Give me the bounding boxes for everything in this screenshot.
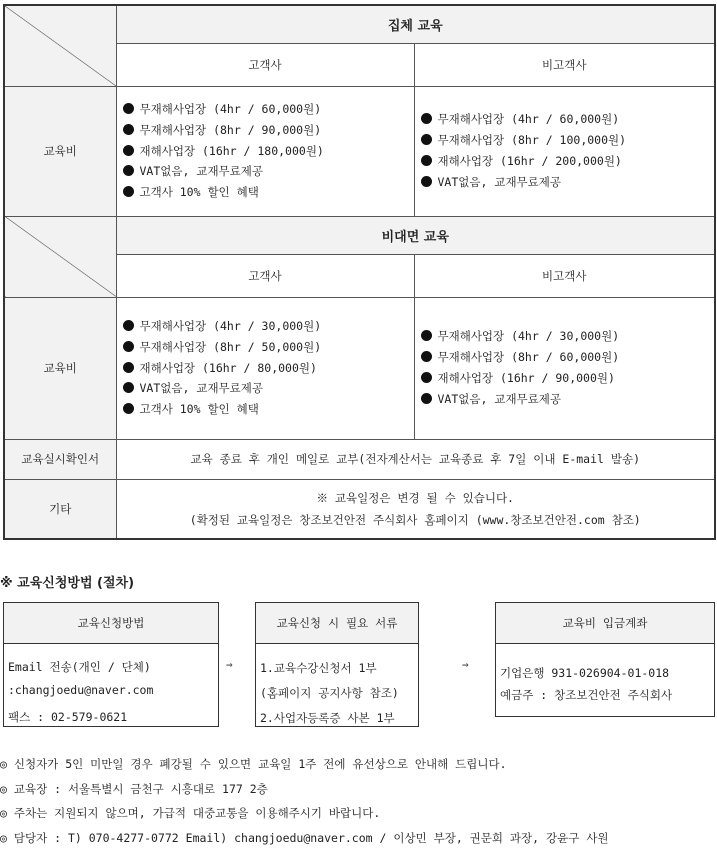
box-line: 예금주 : 창조보건안전 주식회사 bbox=[500, 688, 673, 702]
fee-item bbox=[123, 99, 414, 120]
fee-table bbox=[3, 4, 716, 540]
fee-item bbox=[421, 326, 715, 347]
bullet-icon bbox=[123, 186, 134, 197]
fee-item-text: 재해사업장 (16hr / 180,000원) bbox=[139, 143, 324, 158]
bullet-icon bbox=[421, 372, 432, 383]
bullet-icon bbox=[123, 382, 134, 393]
bullet-icon bbox=[123, 145, 134, 156]
arrow-icon: ⇒ bbox=[462, 658, 469, 671]
procedure-box-documents bbox=[255, 602, 419, 727]
bullet-icon bbox=[421, 176, 432, 187]
bullet-icon bbox=[421, 330, 432, 341]
etc-line-1: ※ 교육일정은 변경 될 수 있습니다. bbox=[316, 490, 514, 505]
group-title-online: 비대면 교육 bbox=[116, 216, 715, 254]
box-line: (홈페이지 공지사항 참조) bbox=[260, 686, 399, 700]
procedure-box-account bbox=[495, 602, 715, 717]
bullet-icon bbox=[123, 165, 134, 176]
noncustomer-fee-cell bbox=[414, 297, 715, 439]
box-header: 교육신청 시 필요 서류 bbox=[256, 603, 418, 644]
procedure-box-apply bbox=[3, 602, 219, 727]
fee-item-text: 무재해사업장 (8hr / 100,000원) bbox=[437, 133, 627, 148]
fee-item-text: VAT없음, 교재무료제공 bbox=[139, 164, 263, 179]
col-customer: 고객사 bbox=[116, 254, 414, 297]
fee-item bbox=[123, 141, 414, 162]
fee-item-text: 재해사업장 (16hr / 80,000원) bbox=[139, 360, 317, 375]
fee-item-text: VAT없음, 교재무료제공 bbox=[437, 391, 561, 406]
bullet-icon bbox=[421, 393, 432, 404]
fee-item bbox=[123, 358, 414, 379]
customer-fee-cell bbox=[116, 297, 414, 439]
etc-line-2: (확정된 교육일정은 창조보건안전 주식회사 홈페이지 (www.창조보건안전.com 참조) bbox=[189, 512, 641, 527]
col-noncustomer: 비고객사 bbox=[414, 254, 715, 297]
col-noncustomer: 비고객사 bbox=[414, 43, 715, 86]
fee-item bbox=[421, 130, 715, 151]
bullet-icon bbox=[123, 320, 134, 331]
fee-item bbox=[123, 378, 414, 399]
group-title-offline: 집체 교육 bbox=[116, 5, 715, 43]
procedure-title: ※ 교육신청방법 (절차) bbox=[0, 576, 135, 591]
bullet-icon bbox=[123, 362, 134, 373]
row-label-fee: 교육비 bbox=[4, 297, 116, 439]
fee-item-text: 무재해사업장 (8hr / 60,000원) bbox=[437, 350, 620, 365]
noncustomer-fee-list bbox=[415, 326, 715, 409]
fee-item bbox=[123, 399, 414, 420]
fee-item-text: VAT없음, 교재무료제공 bbox=[437, 174, 561, 189]
fee-item-text: 고객사 10% 할인 혜택 bbox=[139, 185, 259, 200]
fee-item-text: 재해사업장 (16hr / 90,000원) bbox=[437, 371, 615, 385]
etc-cell bbox=[116, 479, 715, 539]
noncustomer-fee-list bbox=[415, 109, 715, 192]
fee-item bbox=[421, 172, 715, 193]
customer-fee-list bbox=[117, 316, 414, 420]
box-line: 팩스 : 02-579-0621 bbox=[8, 710, 128, 724]
arrow-icon: ⇒ bbox=[226, 658, 233, 671]
box-line: 1.교육수강신청서 1부 bbox=[260, 661, 377, 675]
row-label-etc: 기타 bbox=[4, 479, 116, 539]
fee-item-text: 무재해사업장 (4hr / 30,000원) bbox=[139, 319, 322, 333]
fee-item bbox=[123, 182, 414, 203]
fee-item bbox=[123, 161, 414, 182]
col-customer: 고객사 bbox=[116, 43, 414, 86]
fee-item-text: 고객사 10% 할인 혜택 bbox=[139, 402, 259, 417]
fee-item bbox=[421, 389, 715, 410]
fee-item bbox=[421, 109, 715, 130]
fee-item bbox=[421, 368, 715, 389]
note-item: ◎ 담당자 : T) 070-4277-0772 Email) changjoedu@naver.com / 이상민 부장, 권문희 과장, 강윤구 사원 bbox=[0, 830, 609, 845]
fee-item-text: 무재해사업장 (4hr / 30,000원) bbox=[437, 329, 620, 344]
row-label-confirm: 교육실시확인서 bbox=[4, 439, 116, 479]
fee-item bbox=[421, 151, 715, 172]
fee-item-text: 재해사업장 (16hr / 200,000원) bbox=[437, 154, 622, 168]
fee-item-text: VAT없음, 교재무료제공 bbox=[139, 381, 263, 396]
bullet-icon bbox=[123, 341, 134, 352]
note-item: ◎ 교육장 : 서울특별시 금천구 시흥대로 177 2층 bbox=[0, 781, 268, 796]
fee-item bbox=[421, 347, 715, 368]
fee-item-text: 무재해사업장 (8hr / 50,000원) bbox=[139, 339, 322, 354]
note-item: ◎ 신청자가 5인 미만일 경우 폐강될 수 있으면 교육일 1주 전에 유선상으로 안내해 드립니다. bbox=[0, 757, 507, 771]
box-line: :changjoedu@naver.com bbox=[8, 683, 154, 697]
bullet-icon bbox=[123, 124, 134, 135]
box-line: Email 전송(개인 / 단체) bbox=[8, 660, 151, 674]
fee-item-text: 무재해사업장 (8hr / 90,000원) bbox=[139, 122, 322, 137]
customer-fee-list bbox=[117, 99, 414, 203]
bullet-icon bbox=[123, 103, 134, 114]
bullet-icon bbox=[123, 403, 134, 414]
fee-item bbox=[123, 316, 414, 337]
row-label-fee: 교육비 bbox=[4, 86, 116, 216]
bullet-icon bbox=[421, 134, 432, 145]
box-line: 2.사업자등록증 사본 1부 bbox=[260, 711, 395, 725]
bullet-icon bbox=[421, 113, 432, 124]
note-item: ◎ 주차는 지원되지 않으며, 가급적 대중교통을 이용해주시기 바랍니다. bbox=[0, 806, 381, 821]
fee-item-text: 무재해사업장 (4hr / 60,000원) bbox=[139, 102, 322, 116]
notes-list bbox=[0, 752, 608, 850]
confirm-text: 교육 종료 후 개인 메일로 교부(전자계산서는 교육종료 후 7일 이내 E-mail 발송) bbox=[116, 439, 715, 479]
noncustomer-fee-cell bbox=[414, 86, 715, 216]
fee-item bbox=[123, 120, 414, 141]
box-line: 기업은행 931-026904-01-018 bbox=[500, 666, 670, 680]
customer-fee-cell bbox=[116, 86, 414, 216]
fee-item-text: 무재해사업장 (4hr / 60,000원) bbox=[437, 112, 620, 127]
corner-diagonal-cell bbox=[4, 5, 116, 86]
fee-item bbox=[123, 337, 414, 358]
box-header: 교육신청방법 bbox=[4, 603, 218, 644]
box-header: 교육비 입금계좌 bbox=[496, 603, 714, 644]
corner-diagonal-cell bbox=[4, 216, 116, 297]
bullet-icon bbox=[421, 155, 432, 166]
bullet-icon bbox=[421, 351, 432, 362]
